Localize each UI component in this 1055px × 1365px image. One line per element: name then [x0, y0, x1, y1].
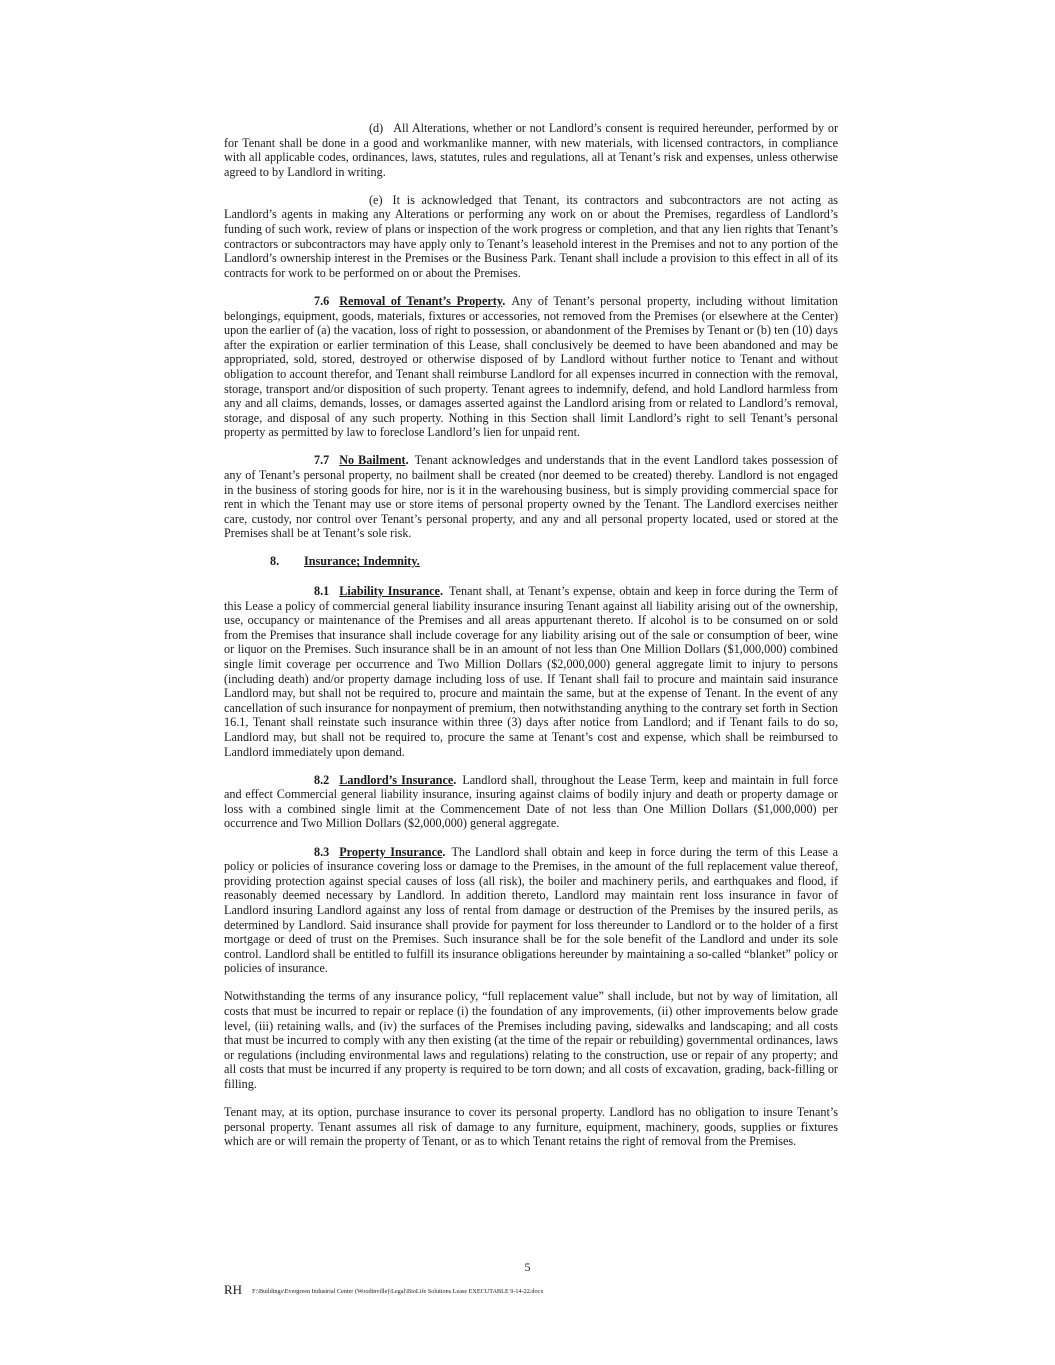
paragraph-e — [224, 193, 838, 281]
section-number: 7.6 — [314, 293, 330, 308]
section-7-7: 7.7 No Bailment. Tenant acknowledges and understands that in the event Landlord takes possession of any of Tenant’s personal property, no bailment shall be created (nor deemed to be created) thereby. Landlord is not engaged in the business of storing goods for hire, nor is it in the warehousing business, but is simply providing commercial space for rent in which the Tenant may use or store items of personal property owned by the Tenant. The Landlord exercises neither care, custody, nor control over Tenant’s personal property, and any and all personal property located, used or stored at the Premises shall be at Tenant’s sole risk. — [224, 453, 838, 541]
section-text: Tenant acknowledges and understands that in the event Landlord takes possession of any of Tenant’s personal property, no bailment shall be created (nor deemed to be created) thereby. Landlord is not engaged in the business of storing goods for hire, nor is it in the warehousing business, but is simply providing commercial space for rent in which the Tenant may use or store items of personal property owned by the Tenant. The Landlord exercises neither care, custody, nor control over Tenant’s personal property, and any and all personal property located, used or stored at the Premises shall be at Tenant’s sole risk. — [224, 453, 838, 541]
section-8-heading — [270, 554, 838, 569]
footer-file-path: F:\Buildings\Evergreen Industrial Center (Woodinville)\Legal\BioLife Solutions Lease EXECUTABLE 9-14-22.docx — [252, 1288, 544, 1295]
document-footer — [224, 1281, 543, 1299]
paragraph-label: (e) — [369, 192, 383, 207]
section-number: 8.1 — [314, 584, 330, 599]
section-title: Insurance; Indemnity. — [304, 554, 420, 569]
page-number: 5 — [524, 1260, 531, 1274]
section-text: The Landlord shall obtain and keep in force during the term of this Lease a policy or policies of insurance covering loss or damage to the Premises, in the amount of the full replacement value thereof, providing protection against special causes of loss (all risk), the boiler and machinery perils, and earthquakes and flood, if reasonably deemed necessary by Landlord. In addition thereto, Landlord may maintain rent loss insurance in favor of Landlord insuring Landlord against any loss of rental from damage or destruction of the Premises by the insured perils, as determined by Landlord. Said insurance shall provide for payment for loss thereunder to Landlord or to the holder of a first mortgage or deed of trust on the Premises. Such insurance shall be for the sole benefit of the Landlord and under its sole control. Landlord shall be entitled to fulfill its insurance obligations hereunder by maintaining a so-called “blanket” policy or policies of insurance. — [224, 844, 838, 976]
section-title: Landlord’s Insurance — [339, 772, 454, 787]
paragraph-full-replacement-value: Notwithstanding the terms of any insurance policy, “full replacement value” shall include, but not by way of limitation, all costs that must be incurred to repair or replace (i) the foundation of any improvements, (ii) other improvements below grade level, (iii) retaining walls, and (iv) the surfaces of the Premises including paving, sidewalks and landscaping; and all costs that must be incurred to comply with any then existing (at the time of the repair or rebuilding) governmental ordinances, laws or regulations (including environmental laws and regulations) relating to the construction, use or repair of any property; and all costs that must be incurred if any property is required to be torn down; and all costs of excavation, grading, back-filling or filling. — [224, 989, 838, 1091]
footer-initials: RH — [224, 1282, 243, 1297]
section-text: Landlord shall, throughout the Lease Term, keep and maintain in full force and effect Commercial general liability insurance, insuring against claims of bodily injury and death or property damage or loss with a combined single limit at the Commencement Date of not less than One Million Dollars ($1,000,000) per occurrence and Two Million Dollars ($2,000,000) general aggregate. — [224, 772, 838, 831]
paragraph-d — [224, 121, 838, 179]
paragraph-tenant-personal-property: Tenant may, at its option, purchase insurance to cover its personal property. Landlord has no obligation to insure Tenant’s personal property. Tenant assumes all risk of damage to any furniture, equipment, machinery, goods, supplies or fixtures which are or will remain the property of Tenant, or as to which Tenant retains the right of removal from the Premises. — [224, 1105, 838, 1149]
section-8-1: 8.1 Liability Insurance. Tenant shall, at Tenant’s expense, obtain and keep in force during the Term of this Lease a policy of commercial general liability insurance insuring Tenant against all liability arising out of the ownership, use, occupancy or maintenance of the Premises and all areas appurtenant thereto. If alcohol is to be consumed on or sold from the Premises that insurance shall include coverage for any liability arising out of the sale or consumption of beer, wine or liquor on the Premises. Such insurance shall be in an amount of not less than One Million Dollars ($1,000,000) combined single limit coverage per occurrence and Two Million Dollars ($2,000,000) general aggregate limit to injury to persons (including death) and/or property damage including loss of use. If Tenant shall fail to procure and maintain said insurance Landlord may, but shall not be required to, procure and maintain the same, but at the expense of Tenant. In the event of any cancellation of such insurance for nonpayment of premium, then notwithstanding anything to the contrary set forth in Section 16.1, Tenant shall reinstate such insurance within three (3) days after notice from Landlord; and if Tenant fails to do so, Landlord may, but shall not be required to, procure the same at Tenant’s cost and expense, which shall be reimbursed to Landlord immediately upon demand. — [224, 584, 838, 759]
section-title: No Bailment — [339, 453, 406, 468]
document-body — [224, 121, 838, 1162]
section-text: Any of Tenant’s personal property, including without limitation belongings, equipment, goods, materials, fixtures or accessories, not removed from the Premises (or elsewhere at the Center) upon the earlier of (a) the vacation, loss of right to possession, or abandonment of the Premises by Tenant or (b) ten (10) days after the expiration or earlier termination of this Lease, shall conclusively be deemed to have been abandoned and may be appropriated, sold, stored, destroyed or otherwise disposed of by Landlord without further notice to Tenant and without obligation to account therefor, and Tenant shall reimburse Landlord for all expenses incurred in connection with the removal, storage, transport and/or disposition of such property. Tenant agrees to indemnify, defend, and hold Landlord harmless from any and all claims, demands, losses, or damages asserted against the Landlord arising from or related to Landlord’s removal, storage, and disposal of any such property. Nothing in this Section shall limit Landlord’s right to sell Tenant’s personal property as permitted by law to foreclose Landlord’s lien for unpaid rent. — [224, 293, 838, 440]
paragraph-text: All Alterations, whether or not Landlord’s consent is required hereunder, performed by or for Tenant shall be done in a good and workmanlike manner, with new materials, with licensed contractors, in compliance with all applicable codes, ordinances, laws, statutes, rules and regulations, all at Tenant’s risk and expenses, unless otherwise agreed to by Landlord in writing. — [224, 121, 838, 179]
section-number: 7.7 — [314, 453, 330, 468]
section-number: 8. — [270, 554, 280, 569]
section-title: Removal of Tenant’s Property — [339, 293, 503, 308]
section-8-3: 8.3 Property Insurance. The Landlord shall obtain and keep in force during the term of this Lease a policy or policies of insurance covering loss or damage to the Premises, in the amount of the full replacement value thereof, providing protection against special causes of loss (all risk), the boiler and machinery perils, and earthquakes and flood, if reasonably deemed necessary by Landlord. In addition thereto, Landlord may maintain rent loss insurance in favor of Landlord insuring Landlord against any loss of rental from damage or destruction of the Premises by the insured perils, as determined by Landlord. Said insurance shall provide for payment for loss thereunder to Landlord or to the holder of a first mortgage or deed of trust on the Premises. Such insurance shall be for the sole benefit of the Landlord and under its sole control. Landlord shall be entitled to fulfill its insurance obligations hereunder by maintaining a so-called “blanket” policy or policies of insurance. — [224, 844, 838, 976]
section-number: 8.3 — [314, 844, 330, 859]
paragraph-label: (d) — [369, 121, 384, 135]
paragraph-text: It is acknowledged that Tenant, its contractors and subcontractors are not acting as Landlord’s agents in making any Alterations or performing any work on or about the Premises, regardless of Landlord’s funding of such work, review of plans or inspection of the work progress or completion, and that any lien rights that Tenant’s contractors or subcontractors may have apply only to Tenant’s leasehold interest in the Premises and not to any portion of the Landlord’s ownership interest in the Premises or the Business Park. Tenant shall include a provision to this effect in all of its contracts for work to be performed on or about the Premises. — [224, 192, 838, 280]
section-number: 8.2 — [314, 772, 330, 787]
section-title: Liability Insurance — [339, 584, 440, 599]
section-7-6: 7.6 Removal of Tenant’s Property. Any of Tenant’s personal property, including without limitation belongings, equipment, goods, materials, fixtures or accessories, not removed from the Premises (or elsewhere at the Center) upon the earlier of (a) the vacation, loss of right to possession, or abandonment of the Premises by Tenant or (b) ten (10) days after the expiration or earlier termination of this Lease, shall conclusively be deemed to have been abandoned and may be appropriated, sold, stored, destroyed or otherwise disposed of by Landlord without further notice to Tenant and without obligation to account therefor, and Tenant shall reimburse Landlord for all expenses incurred in connection with the removal, storage, transport and/or disposition of such property. Tenant agrees to indemnify, defend, and hold Landlord harmless from any and all claims, demands, losses, or damages asserted against the Landlord arising from or related to Landlord’s removal, storage, and disposal of any such property. Nothing in this Section shall limit Landlord’s right to sell Tenant’s personal property as permitted by law to foreclose Landlord’s lien for unpaid rent. — [224, 293, 838, 440]
section-text: Tenant shall, at Tenant’s expense, obtain and keep in force during the Term of this Lease a policy of commercial general liability insurance insuring Tenant against all liability arising out of the ownership, use, occupancy or maintenance of the Premises and all areas appurtenant thereto. If alcohol is to be consumed on or sold from the Premises that insurance shall include coverage for any liability arising out of the sale or consumption of beer, wine or liquor on the Premises. Such insurance shall be in an amount of not less than One Million Dollars ($1,000,000) combined single limit coverage per occurrence and Two Million Dollars ($2,000,000) general aggregate limit to injury to persons (including death) and/or property damage including loss of use. If Tenant shall fail to procure and maintain said insurance Landlord may, but shall not be required to, procure and maintain the same, but at the expense of Tenant. In the event of any cancellation of such insurance for nonpayment of premium, then notwithstanding anything to the contrary set forth in Section 16.1, Tenant shall reinstate such insurance within three (3) days after notice from Landlord; and if Tenant fails to do so, Landlord may, but shall not be required to, procure the same at Tenant’s cost and expense, which shall be reimbursed to Landlord immediately upon demand. — [224, 584, 838, 759]
section-8-2: 8.2 Landlord’s Insurance. Landlord shall, throughout the Lease Term, keep and maintain in full force and effect Commercial general liability insurance, insuring against claims of bodily injury and death or property damage or loss with a combined single limit at the Commencement Date of not less than One Million Dollars ($1,000,000) per occurrence and Two Million Dollars ($2,000,000) general aggregate. — [224, 772, 838, 831]
section-title: Property Insurance — [339, 844, 443, 859]
